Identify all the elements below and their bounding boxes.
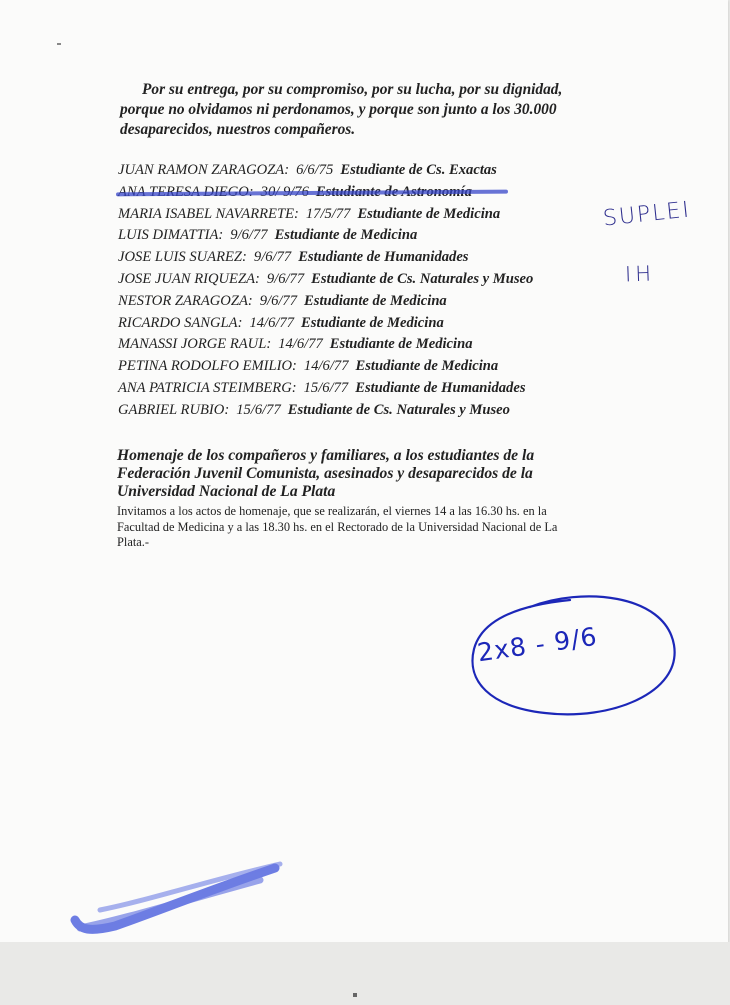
entry-date: 14/6/77 — [303, 358, 349, 375]
entry-name: MANASSI JORGE RAUL: — [118, 336, 272, 353]
list-item — [118, 247, 638, 269]
list-item — [118, 225, 638, 247]
handwritten-margin-note: SUPLEI — [601, 197, 693, 232]
handwritten-margin-note-2: IH — [624, 261, 656, 287]
entry-date: 15/6/77 — [236, 401, 281, 418]
entry-date: 9/6/77 — [253, 249, 292, 266]
entry-description: Estudiante de Medicina — [304, 292, 447, 309]
entry-date: 9/6/77 — [266, 270, 305, 287]
entry-name: NESTOR ZARAGOZA: — [118, 292, 253, 309]
list-item — [118, 313, 638, 335]
list-item — [118, 400, 638, 422]
entry-description: Estudiante de Cs. Naturales y Museo — [311, 270, 534, 287]
entry-name: JOSE JUAN RIQUEZA: — [118, 270, 260, 287]
entry-date: 14/6/77 — [249, 314, 295, 331]
handwritten-circled-note: 2x8 - 9/6 — [475, 621, 600, 668]
invite-line-3: Plata.- — [117, 535, 149, 549]
entry-name: GABRIEL RUBIO: — [118, 401, 230, 418]
list-item — [118, 269, 638, 291]
list-item — [118, 160, 638, 182]
entry-name: MARIA ISABEL NAVARRETE: — [118, 205, 299, 222]
homenaje-line-2: Federación Juvenil Comunista, asesinados y desaparecidos de la — [117, 465, 533, 482]
entry-description: Estudiante de Humanidades — [298, 249, 469, 266]
entry-name: JUAN RAMON ZARAGOZA: — [118, 162, 290, 178]
invitation-paragraph — [117, 504, 617, 551]
list-item-struck — [118, 182, 638, 204]
victims-list — [118, 160, 638, 422]
list-item — [118, 334, 638, 356]
entry-description: Estudiante de Medicina — [274, 227, 418, 244]
entry-date: 17/5/77 — [305, 205, 351, 222]
entry-description: Estudiante de Medicina — [329, 336, 473, 353]
entry-description: Estudiante de Medicina — [301, 314, 444, 331]
list-item — [118, 204, 638, 226]
intro-line-1: Por su entrega, por su compromiso, por su lucha, por su dignidad, — [142, 81, 563, 98]
entry-name: PETINA RODOLFO EMILIO: — [118, 358, 297, 375]
entry-description: Estudiante de Medicina — [355, 358, 499, 375]
redaction-scribble — [60, 850, 300, 950]
entry-name: JOSE LUIS SUAREZ: — [118, 249, 247, 266]
invite-line-2: Facultad de Medicina y a las 18.30 hs. en el Rectorado de la Universidad Nacional de La — [117, 519, 558, 534]
entry-description: Estudiante de Cs. Exactas — [340, 162, 497, 178]
entry-date: 14/6/77 — [278, 336, 323, 353]
homenaje-line-3: Universidad Nacional de La Plata — [117, 483, 336, 500]
entry-name: RICARDO SANGLA: — [118, 314, 243, 331]
entry-date: 9/6/77 — [259, 292, 298, 309]
list-item — [118, 291, 638, 313]
entry-name: LUIS DIMATTIA: — [118, 227, 224, 244]
list-item — [118, 356, 638, 378]
homenaje-line-1: Homenaje de los compañeros y familiares, a los estudiantes de la — [117, 447, 535, 464]
paper-speck — [57, 43, 61, 45]
entry-date: 15/6/77 — [303, 379, 349, 396]
entry-date: 9/6/77 — [230, 227, 268, 244]
entry-description: Estudiante de Cs. Naturales y Museo — [287, 401, 510, 418]
homenaje-heading — [117, 447, 597, 501]
paper-speck — [353, 993, 357, 997]
intro-line-2: porque no olvidamos ni perdonamos, y porque son junto a los 30.000 — [120, 101, 557, 118]
entry-description: Estudiante de Medicina — [357, 205, 501, 222]
invite-line-1: Invitamos a los actos de homenaje, que se realizarán, el viernes 14 a las 16.30 hs. en la — [117, 504, 547, 518]
entry-date: 6/6/75 — [296, 162, 334, 178]
scan-margin — [0, 942, 730, 1005]
intro-paragraph — [120, 80, 620, 140]
intro-line-3: desaparecidos, nuestros compañeros. — [120, 121, 356, 138]
entry-description: Estudiante de Humanidades — [355, 379, 526, 396]
entry-name: ANA PATRICIA STEIMBERG: — [118, 379, 297, 396]
list-item — [118, 378, 638, 400]
